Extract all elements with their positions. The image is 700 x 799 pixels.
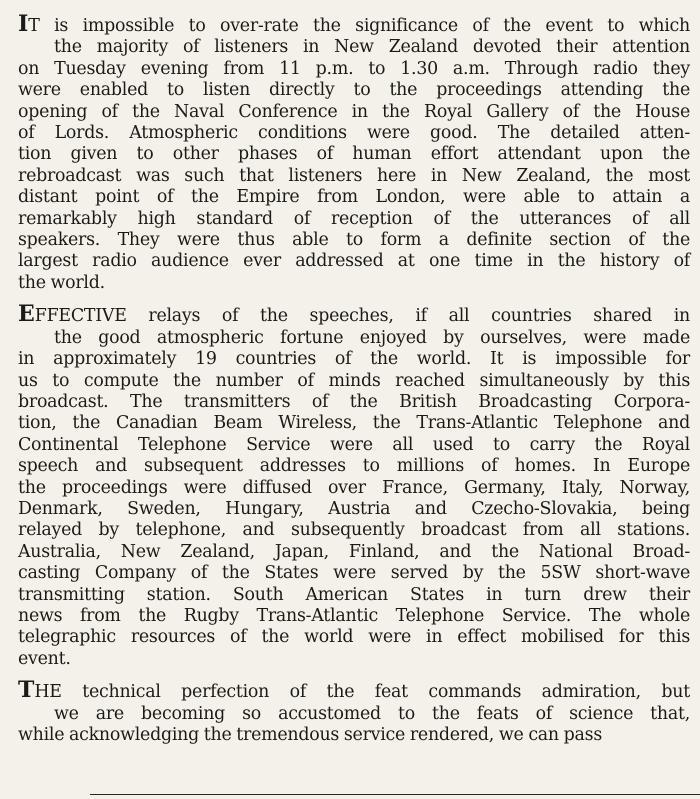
drop-cap: T xyxy=(18,677,35,704)
line-text: tion given to other phases of human effort attendant upon the xyxy=(18,144,690,165)
text-line xyxy=(18,59,690,80)
text-line xyxy=(18,230,690,251)
text-line xyxy=(18,499,690,520)
text-line xyxy=(18,166,690,187)
text-line xyxy=(18,102,690,123)
line-text: the world. xyxy=(18,272,105,293)
line-text: remarkably high standard of reception of the utterances of all xyxy=(18,208,690,229)
text-line xyxy=(18,37,690,58)
line-text: distant point of the Empire from London, were able to attain a xyxy=(18,187,690,208)
line-text: relayed by telephone, and subsequently broadcast from all stations. xyxy=(18,520,690,541)
line-text: opening of the Naval Conference in the Royal Gallery of the House xyxy=(18,101,690,122)
text-line xyxy=(18,478,690,499)
paragraph-technical-perfection xyxy=(18,677,690,746)
line-text: in approximately 19 countries of the world. It is impossible for xyxy=(18,349,690,370)
text-line xyxy=(18,187,690,208)
text-line xyxy=(18,606,690,627)
paragraph-naval-conference xyxy=(18,11,690,294)
paragraph-effective-relays xyxy=(18,301,690,670)
line-text: of Lords. Atmospheric conditions were good. The detailed atten- xyxy=(18,123,690,144)
text-line xyxy=(18,413,690,434)
line-text: the good atmospheric fortune enjoyed by ourselves, were made xyxy=(54,327,690,348)
line-text: casting Company of the States were served by the 5SW short-wave xyxy=(18,563,690,584)
text-line xyxy=(18,273,690,294)
text-line xyxy=(18,704,690,725)
line-text: telegraphic resources of the world were in effect mobilised for this xyxy=(18,627,690,648)
line-text: tion, the Canadian Beam Wireless, the Trans-Atlantic Telephone and xyxy=(18,413,690,434)
text-line xyxy=(18,371,690,392)
line-text: the proceedings were diffused over France, Germany, Italy, Norway, xyxy=(18,477,690,498)
line-text: the majority of listeners in New Zealand devoted their attention xyxy=(54,37,690,58)
article-body xyxy=(18,11,690,756)
text-line xyxy=(18,301,690,328)
text-line xyxy=(18,456,690,477)
text-line xyxy=(18,392,690,413)
line-text: Denmark, Sweden, Hungary, Austria and Czecho-Slovakia, being xyxy=(18,498,690,519)
line-text: speakers. They were thus able to form a definite section of the xyxy=(18,230,690,251)
text-line xyxy=(18,328,690,349)
line-text: event. xyxy=(18,648,71,669)
text-line xyxy=(18,251,690,272)
line-text: speech and subsequent addresses to millions of homes. In Europe xyxy=(18,456,690,477)
text-line xyxy=(18,585,690,606)
line-text: largest radio audience ever addressed at one time in the history of xyxy=(18,251,690,272)
line-text: rebroadcast was such that listeners here in New Zealand, the most xyxy=(18,165,690,186)
text-line xyxy=(18,349,690,370)
line-text: FFECTIVE relays of the speeches, if all countries shared in xyxy=(34,306,690,327)
line-text: us to compute the number of minds reached simultaneously by this xyxy=(18,370,690,391)
text-line xyxy=(18,435,690,456)
drop-cap: E xyxy=(18,301,35,328)
line-text: Continental Telephone Service were all used to carry the Royal xyxy=(18,434,690,455)
line-text: news from the Rugby Trans-Atlantic Telephone Service. The whole xyxy=(18,605,690,626)
line-text: were enabled to listen directly to the proceedings attending the xyxy=(18,80,690,101)
text-line xyxy=(18,123,690,144)
text-line xyxy=(18,563,690,584)
text-line xyxy=(18,520,690,541)
text-line xyxy=(18,542,690,563)
line-text: on Tuesday evening from 11 p.m. to 1.30 a.m. Through radio they xyxy=(18,58,690,79)
text-line xyxy=(18,11,690,37)
line-text: broadcast. The transmitters of the British Broadcasting Corpora- xyxy=(18,391,690,412)
bottom-rule xyxy=(90,794,700,795)
line-text: transmitting station. South American States in turn drew their xyxy=(18,584,690,605)
text-line xyxy=(18,80,690,101)
text-line xyxy=(18,677,690,704)
text-line xyxy=(18,649,690,670)
text-line xyxy=(18,725,690,746)
line-text: we are becoming so accustomed to the feats of science that, xyxy=(54,703,690,724)
text-line xyxy=(18,144,690,165)
line-text: T is impossible to over-rate the significance of the event to which xyxy=(28,16,690,36)
text-line xyxy=(18,209,690,230)
line-text: Australia, New Zealand, Japan, Finland, and the National Broad- xyxy=(18,541,690,562)
text-line xyxy=(18,627,690,648)
drop-cap: I xyxy=(18,11,29,37)
line-text: HE technical perfection of the feat commands admiration, but xyxy=(34,682,690,703)
line-text: while acknowledging the tremendous service rendered, we can pass xyxy=(18,725,603,745)
